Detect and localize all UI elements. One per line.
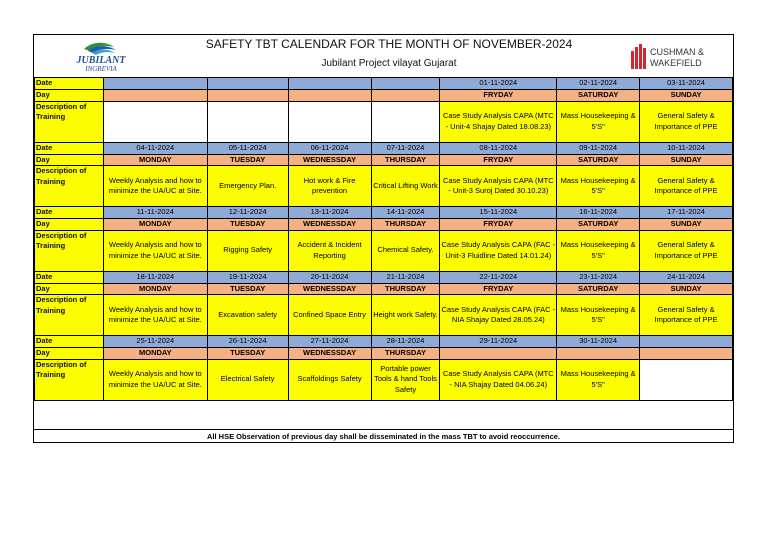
day-cell: THURSDAY — [371, 219, 440, 231]
day-cell — [103, 90, 207, 102]
day-cell: TUESDAY — [207, 283, 288, 295]
day-label: Day — [35, 154, 104, 166]
date-cell: 21-11-2024 — [371, 271, 440, 283]
week-1-day-row — [35, 90, 733, 102]
date-cell: 16-11-2024 — [557, 207, 640, 219]
day-cell: SUNDAY — [640, 90, 733, 102]
training-cell: General Safety & Importance of PPE — [640, 295, 733, 336]
date-cell: 29-11-2024 — [440, 336, 557, 348]
training-cell: General Safety & Importance of PPE — [640, 230, 733, 271]
date-cell: 28-11-2024 — [371, 336, 440, 348]
training-cell — [640, 359, 733, 400]
day-cell: WEDNESSDAY — [288, 154, 371, 166]
date-cell: 10-11-2024 — [640, 142, 733, 154]
day-cell: WEDNESSDAY — [288, 283, 371, 295]
calendar-sheet — [33, 34, 734, 443]
date-cell: 25-11-2024 — [103, 336, 207, 348]
day-cell: MONDAY — [103, 154, 207, 166]
day-cell — [440, 348, 557, 360]
training-cell: Hot work & Fire prevention — [288, 166, 371, 207]
training-cell: Case Study Analysis CAPA (MTC - Unit-3 Suroj Dated 30.10.23) — [440, 166, 557, 207]
date-cell: 07-11-2024 — [371, 142, 440, 154]
date-label: Date — [35, 78, 104, 90]
week-3-day-row — [35, 219, 733, 231]
training-cell: Weekly Analysis and how to minimize the UA/UC at Site. — [103, 166, 207, 207]
training-cell: Excavation safety — [207, 295, 288, 336]
day-cell: THURSDAY — [371, 348, 440, 360]
day-cell: SATURDAY — [557, 154, 640, 166]
day-cell: WEDNESSDAY — [288, 348, 371, 360]
day-cell: SATURDAY — [557, 219, 640, 231]
training-label: Description of Training — [35, 101, 104, 142]
day-cell: SUNDAY — [640, 283, 733, 295]
week-5-training-row — [35, 359, 733, 400]
training-cell: Rigging Safety — [207, 230, 288, 271]
training-label: Description of Training — [35, 166, 104, 207]
cushman-wakefield-logo — [626, 39, 730, 73]
day-cell: MONDAY — [103, 348, 207, 360]
date-cell: 08-11-2024 — [440, 142, 557, 154]
day-cell: FRYDAY — [440, 90, 557, 102]
week-4-day-row — [35, 283, 733, 295]
date-cell: 09-11-2024 — [557, 142, 640, 154]
date-cell: 30-11-2024 — [557, 336, 640, 348]
training-cell: Height work Safety. — [371, 295, 440, 336]
training-cell: Case Study Analysis CAPA (FAC - Unit-3 Fluidline Dated 14.01.24) — [440, 230, 557, 271]
date-cell — [207, 78, 288, 90]
training-cell: Mass Housekeeping & 5'S" — [557, 101, 640, 142]
training-cell: Weekly Analysis and how to minimize the UA/UC at Site. — [103, 359, 207, 400]
week-1-training-row — [35, 101, 733, 142]
footer-note: All HSE Observation of previous day shall be disseminated in the mass TBT to avoid reoccurrence. — [34, 429, 733, 443]
week-5-day-row — [35, 348, 733, 360]
week-4-training-row — [35, 295, 733, 336]
day-cell: MONDAY — [103, 219, 207, 231]
training-cell: General Safety & Importance of PPE — [640, 101, 733, 142]
week-2-date-row — [35, 142, 733, 154]
day-cell — [207, 90, 288, 102]
training-cell — [371, 101, 440, 142]
day-cell: SATURDAY — [557, 90, 640, 102]
training-cell — [207, 101, 288, 142]
day-cell: THURSDAY — [371, 154, 440, 166]
day-cell: SUNDAY — [640, 154, 733, 166]
day-cell: FRYDAY — [440, 283, 557, 295]
jubilant-logo — [54, 39, 149, 73]
day-cell: TUESDAY — [207, 348, 288, 360]
week-5-date-row — [35, 336, 733, 348]
svg-text:CUSHMAN &: CUSHMAN & — [650, 47, 705, 57]
day-cell: SUNDAY — [640, 219, 733, 231]
calendar-table — [34, 77, 733, 401]
date-cell: 06-11-2024 — [288, 142, 371, 154]
training-cell: Mass Housekeeping & 5'S" — [557, 166, 640, 207]
training-label: Description of Training — [35, 230, 104, 271]
date-cell: 04-11-2024 — [103, 142, 207, 154]
day-cell: TUESDAY — [207, 154, 288, 166]
date-cell: 03-11-2024 — [640, 78, 733, 90]
date-cell — [103, 78, 207, 90]
training-cell: Accident & Incident Reporting — [288, 230, 371, 271]
svg-text:JUBILANT: JUBILANT — [76, 55, 126, 66]
training-cell: Mass Housekeeping & 5'S" — [557, 230, 640, 271]
date-cell: 26-11-2024 — [207, 336, 288, 348]
date-label: Date — [35, 271, 104, 283]
date-cell: 17-11-2024 — [640, 207, 733, 219]
date-cell: 13-11-2024 — [288, 207, 371, 219]
date-cell: 27-11-2024 — [288, 336, 371, 348]
training-cell: Confined Space Entry — [288, 295, 371, 336]
day-label: Day — [35, 90, 104, 102]
date-cell: 05-11-2024 — [207, 142, 288, 154]
date-label: Date — [35, 207, 104, 219]
date-cell: 15-11-2024 — [440, 207, 557, 219]
training-cell: Weekly Analysis and how to minimize the UA/UC at Site. — [103, 295, 207, 336]
training-cell: Case Study Analysis CAPA (MTC - NIA Shajay Dated 04.06.24) — [440, 359, 557, 400]
header — [34, 35, 733, 77]
date-cell — [288, 78, 371, 90]
training-label: Description of Training — [35, 295, 104, 336]
date-label: Date — [35, 142, 104, 154]
date-cell: 11-11-2024 — [103, 207, 207, 219]
date-cell — [371, 78, 440, 90]
day-cell: SATURDAY — [557, 283, 640, 295]
week-3-training-row — [35, 230, 733, 271]
page-title: SAFETY TBT CALENDAR FOR THE MONTH OF NOVEMBER-2024 — [205, 37, 573, 51]
date-cell: 02-11-2024 — [557, 78, 640, 90]
day-cell: WEDNESSDAY — [288, 219, 371, 231]
date-cell: 24-11-2024 — [640, 271, 733, 283]
training-label: Description of Training — [35, 359, 104, 400]
week-1-date-row — [35, 78, 733, 90]
day-cell: FRYDAY — [440, 219, 557, 231]
date-cell: 01-11-2024 — [440, 78, 557, 90]
training-cell: Case Study Analysis CAPA (MTC - Unit-4 Shajay Dated 18.08.23) — [440, 101, 557, 142]
week-2-day-row — [35, 154, 733, 166]
training-cell: Case Study Analysis CAPA (FAC - NIA Shajay Dated 28.05.24) — [440, 295, 557, 336]
date-cell: 20-11-2024 — [288, 271, 371, 283]
week-2-training-row — [35, 166, 733, 207]
training-cell: Critical Lifting Work — [371, 166, 440, 207]
day-cell — [640, 348, 733, 360]
day-cell — [557, 348, 640, 360]
day-cell: MONDAY — [103, 283, 207, 295]
project-subtitle: Jubilant Project vilayat Gujarat — [321, 58, 457, 69]
day-cell — [288, 90, 371, 102]
svg-text:INGREVIA: INGREVIA — [85, 65, 117, 73]
training-cell: Mass Housekeeping & 5'S" — [557, 359, 640, 400]
training-cell: General Safety & Importance of PPE — [640, 166, 733, 207]
day-cell: THURSDAY — [371, 283, 440, 295]
training-cell — [103, 101, 207, 142]
date-cell — [640, 336, 733, 348]
training-cell: Mass Housekeeping & 5'S" — [557, 295, 640, 336]
day-label: Day — [35, 348, 104, 360]
day-cell — [371, 90, 440, 102]
day-label: Day — [35, 219, 104, 231]
training-cell: Chemical Safety. — [371, 230, 440, 271]
day-cell: FRYDAY — [440, 154, 557, 166]
date-cell: 19-11-2024 — [207, 271, 288, 283]
training-cell: Portable power Tools & hand Tools Safety — [371, 359, 440, 400]
training-cell: Scaffoldings Safety — [288, 359, 371, 400]
week-3-date-row — [35, 207, 733, 219]
training-cell: Electrical Safety — [207, 359, 288, 400]
day-cell: TUESDAY — [207, 219, 288, 231]
date-cell: 14-11-2024 — [371, 207, 440, 219]
training-cell: Weekly Analysis and how to minimize the UA/UC at Site. — [103, 230, 207, 271]
date-label: Date — [35, 336, 104, 348]
training-cell — [288, 101, 371, 142]
training-cell: Emergency Plan. — [207, 166, 288, 207]
date-cell: 18-11-2024 — [103, 271, 207, 283]
date-cell: 23-11-2024 — [557, 271, 640, 283]
date-cell: 12-11-2024 — [207, 207, 288, 219]
date-cell: 22-11-2024 — [440, 271, 557, 283]
svg-text:WAKEFIELD: WAKEFIELD — [650, 58, 702, 68]
day-label: Day — [35, 283, 104, 295]
week-4-date-row — [35, 271, 733, 283]
